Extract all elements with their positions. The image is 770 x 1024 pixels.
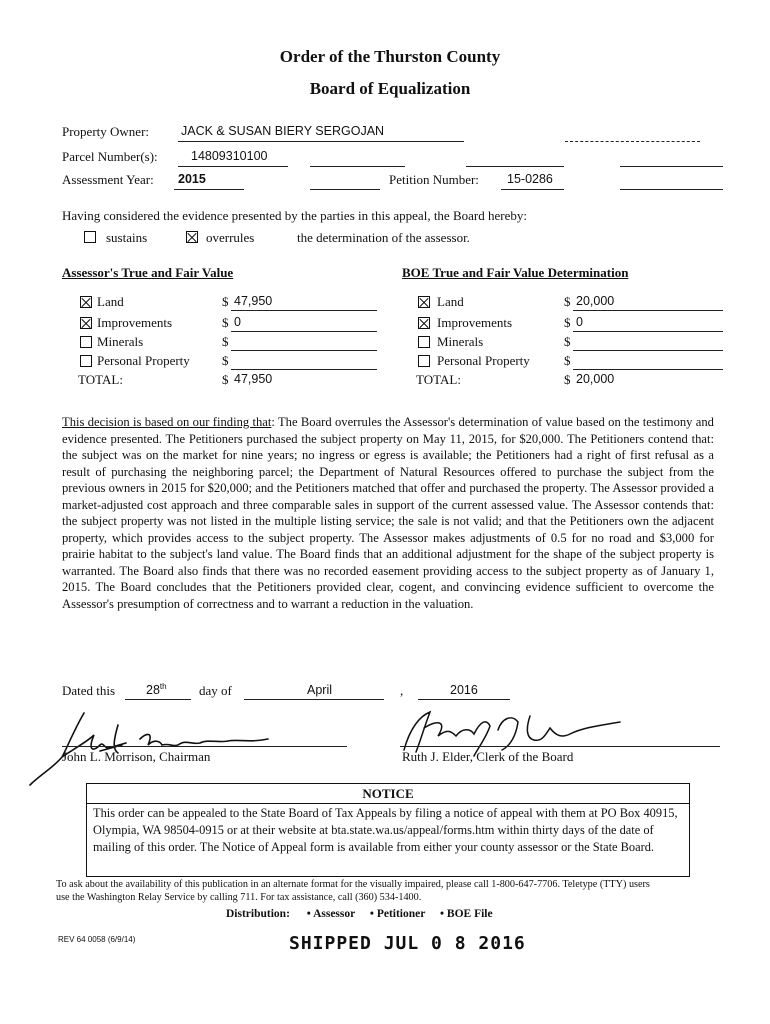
parcel-value: 14809310100 (191, 149, 268, 163)
boe-total-currency: $ (564, 372, 571, 387)
distribution-item-petitioner-label: Petitioner (376, 908, 426, 920)
distribution-line (226, 908, 493, 920)
year-line-2 (310, 189, 380, 190)
petition-label: Petition Number: (389, 172, 479, 187)
petition-line-2 (620, 189, 723, 190)
distribution-item-assessor-label: Assessor (313, 908, 356, 920)
boe-improvements-line (573, 331, 723, 332)
finding-lead: This decision is based on our finding that (62, 415, 272, 429)
assessor-land-currency: $ (222, 294, 229, 309)
assessor-total-label: TOTAL: (78, 372, 123, 387)
assessor-heading: Assessor's True and Fair Value (62, 265, 234, 280)
dated-day (146, 682, 167, 697)
assessor-improvements-line (231, 331, 377, 332)
decision-tail: the determination of the assessor. (297, 230, 470, 245)
parcel-line-3 (466, 166, 564, 167)
petition-line (501, 189, 564, 190)
petition-value: 15-0286 (507, 172, 553, 186)
dated-comma: , (400, 683, 404, 698)
distribution-item-boe-file: • BOE File (440, 908, 493, 920)
boe-personal-property-label: Personal Property (437, 353, 530, 368)
clerk-line (400, 746, 720, 747)
assessor-minerals-line (231, 350, 377, 351)
assessor-personal-property-checkbox[interactable] (80, 355, 92, 367)
decision-intro: Having considered the evidence presented by the parties in this appeal, the Board hereby: (62, 208, 527, 223)
chairman-line (62, 746, 347, 747)
assessor-total-value: 47,950 (234, 372, 273, 386)
owner-line (178, 141, 464, 142)
overrules-label: overrules (206, 230, 255, 245)
year-value: 2015 (178, 172, 206, 186)
assessor-land-checkbox[interactable] (80, 296, 92, 308)
shipped-stamp: SHIPPED JUL 0 8 2016 (289, 933, 526, 954)
accessibility-note: To ask about the availability of this publication in an alternate format for the visually impaired, please call 1-800-647-7706. Teletype (TTY) users use the Washington Relay Service by calling 711. For tax assistance, call (360) 534-1400. (56, 879, 650, 903)
assessor-improvements-currency: $ (222, 315, 229, 330)
assessor-land-line (231, 310, 377, 311)
parcel-line-2 (310, 166, 405, 167)
dated-day-suffix: th (159, 682, 167, 691)
boe-minerals-label: Minerals (437, 334, 484, 349)
owner-value: JACK & SUSAN BIERY SERGOJAN (181, 124, 385, 138)
boe-improvements-value: 0 (576, 315, 583, 329)
boe-minerals-currency: $ (564, 334, 571, 349)
notice-title: NOTICE (362, 786, 414, 801)
parcel-label: Parcel Number(s): (62, 149, 158, 164)
assessor-improvements-checkbox[interactable] (80, 317, 92, 329)
boe-total-label: TOTAL: (416, 372, 461, 387)
boe-land-currency: $ (564, 294, 571, 309)
overrules-checkbox[interactable] (186, 231, 198, 243)
assessor-land-value: 47,950 (234, 294, 273, 308)
clerk-name: Ruth J. Elder, Clerk of the Board (402, 749, 574, 764)
distribution-item-assessor: • Assessor (306, 908, 356, 920)
boe-land-value: 20,000 (576, 294, 615, 308)
form-code: REV 64 0058 (6/9/14) (58, 935, 136, 944)
distribution-label: Distribution: (226, 908, 290, 920)
parcel-line-4 (620, 166, 723, 167)
boe-heading: BOE True and Fair Value Determination (402, 265, 629, 280)
parcel-line (178, 166, 288, 167)
dated-month-line (244, 699, 384, 700)
page-subtitle: Board of Equalization (309, 79, 471, 98)
finding-text: : The Board overrules the Assessor's determination of value based on the testimony and evidence presented. The Petitioners purchased the subject property on May 11, 2015, for $20,000. The Petitioners contend that: the subject was on the market for nine years; no ingress or egress is available; the Petitioners had a right of first refusal as a result of purchasing the neighboring parcel; the Department of Natural Resources offered to purchase the subject from the previous owners in 2015 for $20,000; and the Petitioners matched that offer and purchased the property. The Assessor provided a market-adjusted cost approach and three comparable sales in support of the current assessed value. The Assessor contends that: the subject property was not listed in the multiple listing service; the sale is not valid; and that the Petitioners own the adjacent property, which provides access to the subject property. The Assessor makes adjustments of 0.5 for no road and $3,000 for prairie habitat to the subject's land value. The Board finds that an additional adjustment for the shape of the subject property is warranted. The Board also finds that there was no recorded easement providing access to the subject property as of January 1, 2015. The Board concludes that the Petitioners provided clear, cogent, and convincing evidence sufficient to overcome the Assessor's presumption of correctness and to warrant a reduction in the valuation. (62, 415, 714, 611)
owner-label: Property Owner: (62, 124, 150, 139)
notice-text: This order can be appealed to the State Board of Tax Appeals by filing a notice of appeal with them at PO Box 40915, Olympia, WA 98504-0915 or at their website at bta.state.wa.us/appeal/forms.htm within thirty days of the date of mailing of this order. The Notice of Appeal form is available from either your county assessor or the State Board. (93, 806, 678, 854)
assessor-total-currency: $ (222, 372, 229, 387)
sustains-label: sustains (106, 230, 148, 245)
assessor-personal-property-label: Personal Property (97, 353, 190, 368)
boe-improvements-label: Improvements (437, 315, 513, 330)
notice-box (86, 783, 690, 877)
boe-personal-property-checkbox[interactable] (418, 355, 430, 367)
assessor-minerals-currency: $ (222, 334, 229, 349)
assessor-personal-property-currency: $ (222, 353, 229, 368)
boe-total-value: 20,000 (576, 372, 615, 386)
boe-personal-property-line (573, 369, 723, 370)
year-label: Assessment Year: (62, 172, 154, 187)
dated-year: 2016 (450, 683, 478, 697)
finding-paragraph (62, 414, 714, 612)
distribution-item-petitioner: • Petitioner (369, 908, 426, 920)
boe-improvements-currency: $ (564, 315, 571, 330)
boe-land-line (573, 310, 723, 311)
assessor-minerals-label: Minerals (97, 334, 144, 349)
dated-day-number: 28 (146, 683, 160, 698)
dated-month: April (307, 683, 333, 697)
assessor-minerals-checkbox[interactable] (80, 336, 92, 348)
boe-minerals-checkbox[interactable] (418, 336, 430, 348)
sustains-checkbox[interactable] (84, 231, 96, 243)
boe-improvements-checkbox[interactable] (418, 317, 430, 329)
assessor-improvements-label: Improvements (97, 315, 173, 330)
page-title: Order of the Thurston County (279, 47, 501, 66)
assessor-improvements-value: 0 (234, 315, 241, 329)
boe-land-label: Land (437, 294, 464, 309)
distribution-item-boe-file-label: BOE File (446, 908, 493, 920)
dated-prefix: Dated this (62, 683, 116, 698)
chairman-name: John L. Morrison, Chairman (62, 749, 211, 764)
notice-divider (87, 803, 689, 804)
dated-mid: day of (199, 683, 232, 698)
boe-minerals-line (573, 350, 723, 351)
assessor-personal-property-line (231, 369, 377, 370)
assessor-land-label: Land (97, 294, 124, 309)
boe-personal-property-currency: $ (564, 353, 571, 368)
owner-line-2 (565, 141, 700, 142)
dated-day-line (125, 699, 191, 700)
year-line (174, 189, 244, 190)
boe-land-checkbox[interactable] (418, 296, 430, 308)
